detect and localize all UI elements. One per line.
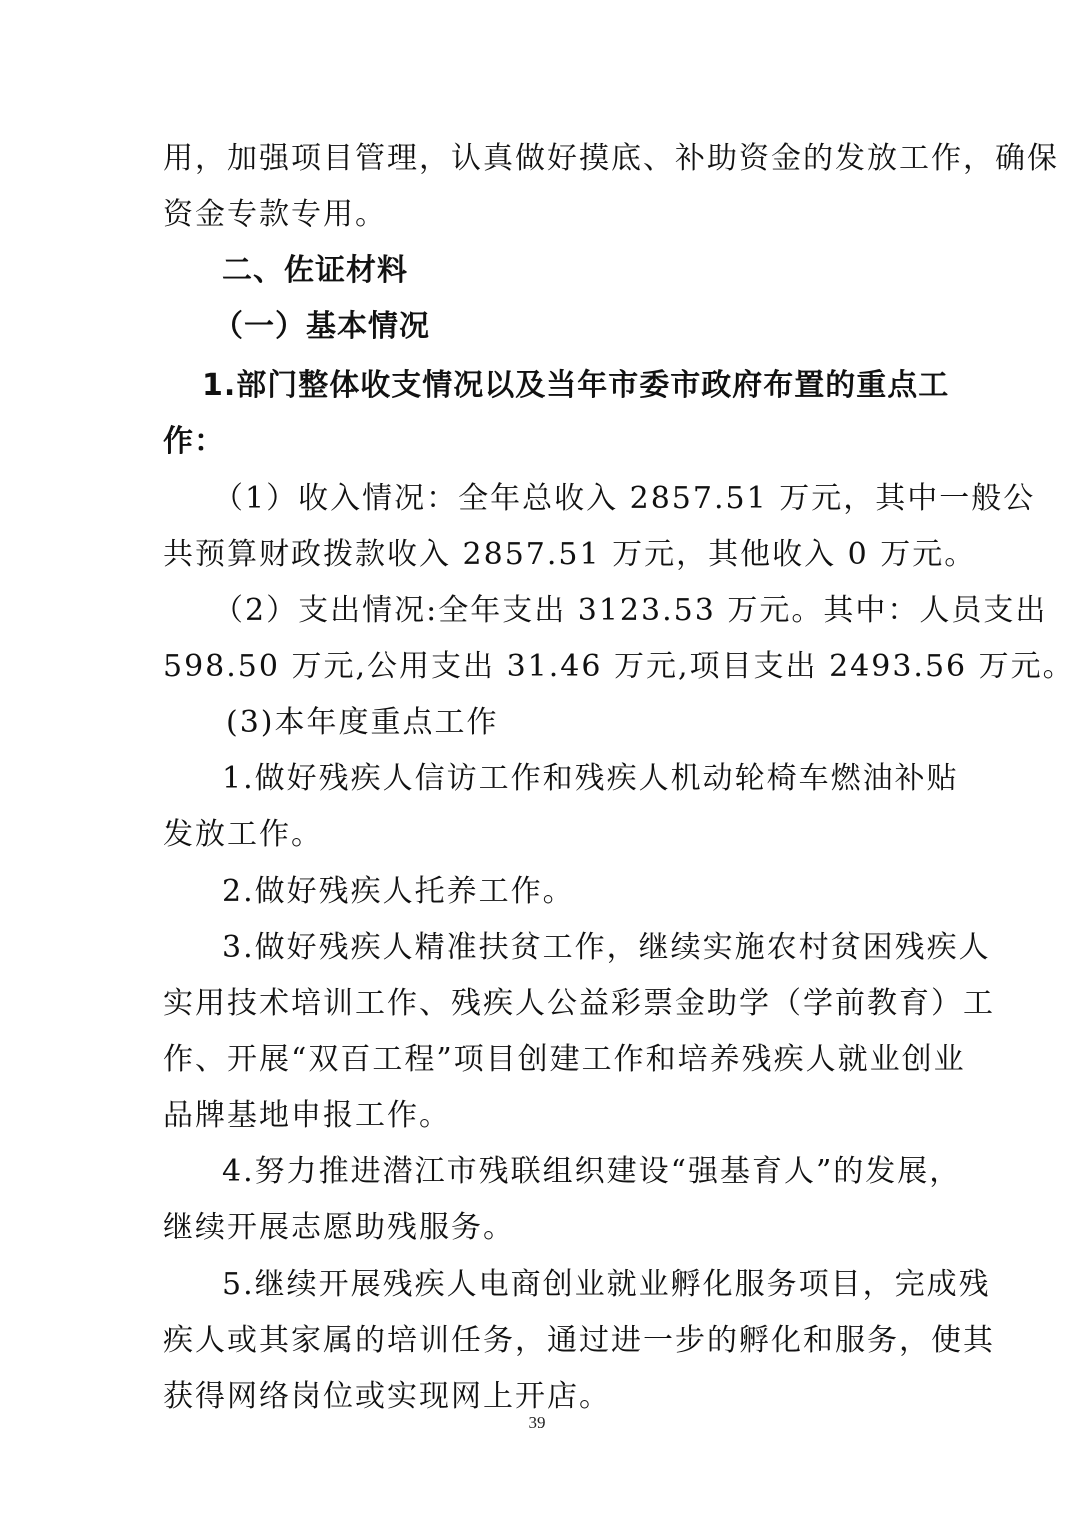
body-text-line: 4.努力推进潜江市残联组织建设“强基育人”的发展， bbox=[222, 1154, 962, 1189]
body-text-line: 作、开展“双百工程”项目创建工作和培养残疾人就业创业 bbox=[163, 1042, 966, 1077]
body-text-line: 3.做好残疾人精准扶贫工作，继续实施农村贫困残疾人 bbox=[222, 930, 991, 965]
body-text-line: 598.50 万元,公用支出 31.46 万元,项目支出 2493.56 万元。 bbox=[163, 649, 1075, 684]
subsection-heading: （一）基本情况 bbox=[213, 309, 430, 344]
body-text-line: (3)本年度重点工作 bbox=[226, 705, 499, 740]
body-text-line: 用，加强项目管理，认真做好摸底、补助资金的发放工作，确保 bbox=[163, 141, 1059, 176]
body-text-line: （1）收入情况：全年总收入 2857.51 万元，其中一般公 bbox=[213, 481, 1036, 516]
item-heading: 1.部门整体收支情况以及当年市委市政府布置的重点工 bbox=[202, 368, 950, 403]
body-text-line: 继续开展志愿助残服务。 bbox=[163, 1210, 515, 1245]
item-heading: 作： bbox=[163, 424, 225, 459]
section-heading: 二、佐证材料 bbox=[222, 253, 408, 288]
body-text-line: 1.做好残疾人信访工作和残疾人机动轮椅车燃油补贴 bbox=[222, 761, 959, 796]
body-text-line: 发放工作。 bbox=[163, 817, 323, 852]
body-text-line: 共预算财政拨款收入 2857.51 万元，其他收入 0 万元。 bbox=[163, 537, 977, 572]
body-text-line: 2.做好残疾人托养工作。 bbox=[222, 874, 575, 909]
body-text-line: 获得网络岗位或实现网上开店。 bbox=[163, 1379, 611, 1414]
body-text-line: 品牌基地申报工作。 bbox=[163, 1098, 451, 1133]
body-text-line: 疾人或其家属的培训任务，通过进一步的孵化和服务，使其 bbox=[163, 1323, 995, 1358]
body-text-line: 实用技术培训工作、残疾人公益彩票金助学（学前教育）工 bbox=[163, 986, 995, 1021]
body-text-line: （2）支出情况:全年支出 3123.53 万元。其中：人员支出 bbox=[213, 593, 1048, 628]
body-text-line: 5.继续开展残疾人电商创业就业孵化服务项目，完成残 bbox=[222, 1267, 991, 1302]
body-text-line: 资金专款专用。 bbox=[163, 197, 387, 232]
page-number: 39 bbox=[528, 1413, 546, 1432]
